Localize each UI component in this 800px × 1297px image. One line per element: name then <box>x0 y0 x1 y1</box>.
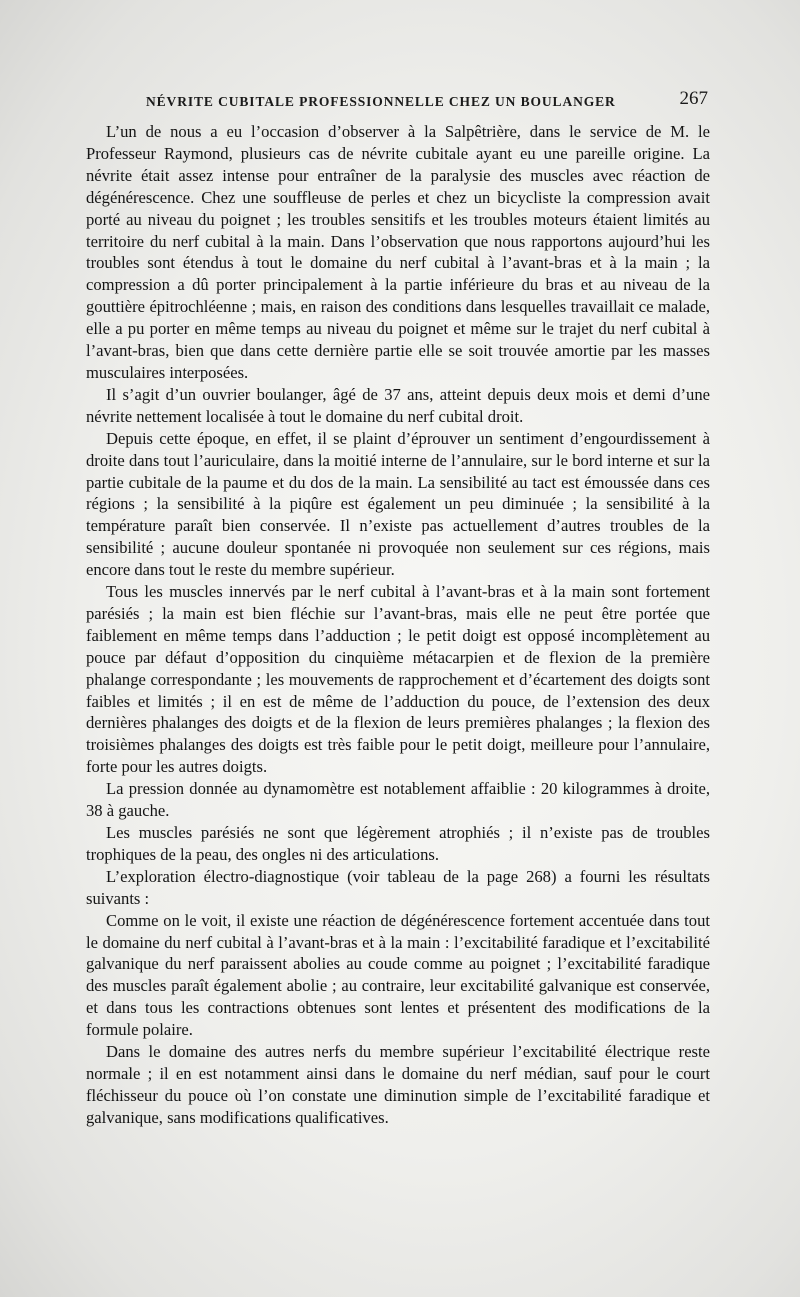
paragraph: Il s’agit d’un ouvrier boulanger, âgé de 37 ans, atteint depuis deux mois et demi d’une névrite nettement localisée à tout le domaine du nerf cubital droit. <box>86 384 710 426</box>
paragraph: L’exploration électro-diagnostique (voir tableau de la page 268) a fourni les résultats suivants : <box>86 866 710 908</box>
paragraph: Comme on le voit, il existe une réaction de dégénérescence fortement accentuée dans tout le domaine du nerf cubital à l’avant-bras et à la main : l’excitabilité faradique et l’excitabilité galvanique du nerf paraissent abolies au coude comme au poignet ; l’excitabilité faradique des muscles paraît également abolie ; au contraire, leur excitabilité galvanique est conservée, et dans tous les contractions obtenues sont lentes et présentent des modifications de la formule polaire. <box>86 910 710 1040</box>
page-number: 267 <box>679 88 708 109</box>
paragraph: L’un de nous a eu l’occasion d’observer à la Salpêtrière, dans le service de M. le Professeur Raymond, plusieurs cas de névrite cubitale ayant eu une pareille origine. La névrite était assez intense pour entraîner de la paralysie des muscles avec réaction de dégénérescence. Chez une souffleuse de perles et chez un bicycliste la compression avait porté au niveau du poignet ; les troubles sensitifs et les troubles moteurs étaient limités au territoire du nerf cubital à la main. Dans l’observation que nous rapportons aujourd’hui les troubles sont étendus à tout le domaine du nerf cubital à l’avant-bras et à la main ; la compression a dû porter principalement à la partie inférieure du bras et au niveau de la gouttière épitrochléenne ; mais, en raison des conditions dans lesquelles travaillait ce malade, elle a pu porter en même temps au niveau du poignet et même sur le trajet du nerf cubital à l’avant-bras, bien que dans cette dernière partie elle se soit trouvée amortie par les masses musculaires interposées. <box>86 122 710 382</box>
running-head <box>86 88 710 118</box>
paragraph: Tous les muscles innervés par le nerf cubital à l’avant-bras et à la main sont fortement parésiés ; la main est bien fléchie sur l’avant-bras, mais elle ne peut être portée que faiblement en même temps dans l’adduction ; le petit doigt est opposé incomplètement au pouce par défaut d’opposition du cinquième métacarpien et de flexion de la première phalange correspondante ; les mouvements de rapprochement et d’écartement des doigts sont faibles et limités ; il en est de même de l’adduction du pouce, de l’extension des deux dernières phalanges des doigts et de la flexion de leurs premières phalanges ; la flexion des troisièmes phalanges des doigts est très faible pour le petit doigt, meilleure pour l’annulaire, forte pour les autres doigts. <box>86 582 710 777</box>
running-title: NÉVRITE CUBITALE PROFESSIONNELLE CHEZ UN BOULANGER <box>146 94 616 109</box>
paragraph: Depuis cette époque, en effet, il se plaint d’éprouver un sentiment d’engourdissement à droite dans tout l’auriculaire, dans la moitié interne de l’annulaire, sur le bord interne et sur la partie cubitale de la paume et du dos de la main. La sensibilité au tact est émoussée dans ces régions ; la sensibilité à la piqûre est également un peu diminuée ; la sensibilité à la température paraît bien conservée. Il n’existe pas actuellement d’autres troubles de la sensibilité ; aucune douleur spontanée ni provoquée non seulement sur ces régions, mais encore dans tout le reste du membre supérieur. <box>86 428 710 580</box>
paragraph: La pression donnée au dynamomètre est notablement affaiblie : 20 kilogrammes à droite, 38 à gauche. <box>86 779 710 821</box>
paragraph: Dans le domaine des autres nerfs du membre supérieur l’excitabilité électrique reste normale ; il en est notamment ainsi dans le domaine du nerf médian, sauf pour le court fléchisseur du pouce où l’on constate une diminution simple de l’excitabilité faradique et galvanique, sans modifications qualificatives. <box>86 1042 710 1127</box>
body-text <box>86 121 710 1129</box>
paragraph: Les muscles parésiés ne sont que légèrement atrophiés ; il n’existe pas de troubles trophiques de la peau, des ongles ni des articulations. <box>86 823 710 864</box>
